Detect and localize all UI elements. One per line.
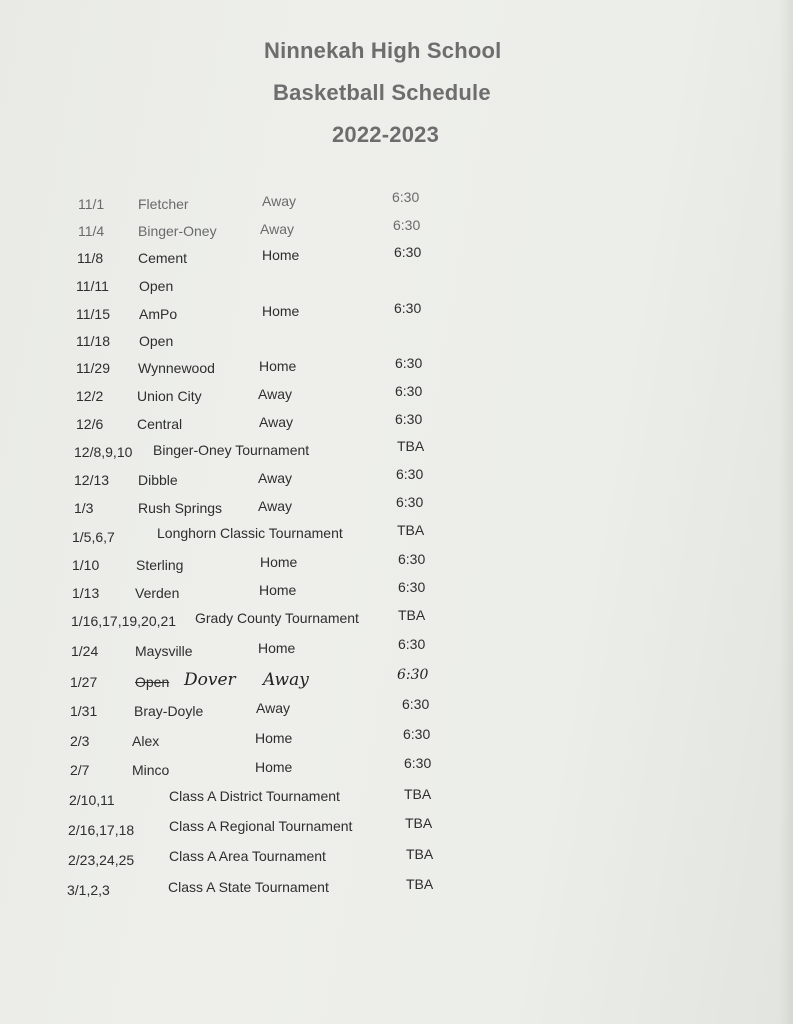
game-location: Home — [260, 554, 298, 570]
game-location: Away — [256, 700, 290, 716]
schedule-row — [0, 494, 793, 524]
game-location: Away — [262, 193, 296, 209]
game-date: 1/5,6,7 — [72, 529, 115, 545]
schedule-row — [0, 333, 793, 357]
schedule-row — [0, 636, 793, 667]
schedule-row — [0, 815, 793, 846]
game-location: Home — [262, 247, 300, 263]
schedule-row — [0, 411, 793, 440]
game-time: 6:30 — [402, 696, 430, 712]
game-time: 6:30 — [393, 217, 421, 233]
game-time: TBA — [397, 438, 425, 454]
handwritten-opponent: Dover — [184, 670, 236, 690]
game-location: Away — [260, 221, 294, 237]
game-opponent: Dibble — [138, 472, 178, 488]
game-location: Home — [255, 730, 293, 746]
schedule-row — [0, 579, 793, 609]
game-date: 2/3 — [70, 733, 90, 749]
schedule-row — [0, 438, 793, 468]
game-time: TBA — [406, 876, 434, 892]
schedule-row — [0, 355, 793, 384]
game-opponent: Central — [137, 416, 183, 432]
schedule-row — [0, 786, 793, 816]
game-date: 1/3 — [74, 500, 94, 516]
game-date: 12/13 — [74, 472, 110, 488]
game-date: 11/11 — [76, 278, 109, 294]
game-date: 11/29 — [76, 360, 110, 376]
game-location: Away — [258, 386, 292, 402]
schedule-row — [0, 278, 793, 302]
game-opponent: Class A State Tournament — [168, 879, 329, 895]
game-opponent: Class A District Tournament — [169, 788, 340, 804]
game-time: TBA — [404, 786, 432, 802]
game-opponent: Cement — [138, 250, 188, 266]
schedule-row — [0, 300, 793, 330]
game-date: 12/8,9,10 — [74, 444, 133, 460]
game-opponent: Union City — [137, 388, 202, 404]
game-opponent: Fletcher — [138, 196, 189, 212]
school-name-heading: Ninnekah High School — [264, 38, 502, 63]
game-date: 1/13 — [72, 585, 100, 601]
game-time: 6:30 — [398, 551, 426, 567]
game-opponent: Alex — [132, 733, 160, 749]
game-opponent: Minco — [132, 762, 170, 778]
game-opponent: Open — [139, 278, 174, 294]
game-location: Away — [258, 470, 292, 486]
game-date: 1/24 — [71, 643, 99, 659]
game-time: TBA — [405, 815, 433, 831]
season-year-heading: 2022-2023 — [332, 122, 440, 147]
game-date: 12/6 — [76, 416, 104, 432]
game-opponent: Class A Area Tournament — [169, 848, 326, 864]
handwritten-location: Away — [263, 670, 309, 690]
game-date: 1/31 — [70, 703, 98, 719]
schedule-row — [0, 726, 793, 757]
game-opponent: Binger-Oney — [138, 223, 217, 239]
game-time: 6:30 — [398, 579, 426, 595]
game-opponent: Verden — [135, 585, 180, 601]
game-time: TBA — [398, 607, 426, 623]
handwritten-time: 6:30 — [397, 667, 429, 683]
game-time: TBA — [406, 846, 434, 862]
game-date: 11/1 — [78, 196, 105, 212]
game-time: 6:30 — [403, 726, 431, 742]
game-date: 2/23,24,25 — [68, 852, 135, 868]
game-opponent: Bray-Doyle — [134, 703, 204, 719]
game-opponent: Grady County Tournament — [195, 610, 359, 626]
game-date: 1/16,17,19,20,21 — [71, 613, 177, 629]
schedule-row — [0, 466, 793, 496]
schedule-row — [0, 846, 793, 876]
game-time: 6:30 — [395, 383, 423, 399]
game-time: 6:30 — [395, 355, 423, 371]
game-time: 6:30 — [394, 300, 422, 316]
game-opponent: Class A Regional Tournament — [169, 818, 353, 834]
game-time: 6:30 — [392, 189, 420, 205]
game-opponent: Rush Springs — [138, 500, 223, 516]
schedule-row — [0, 876, 793, 906]
game-date: 1/27 — [70, 674, 98, 690]
schedule-row — [0, 755, 793, 786]
game-opponent: AmPo — [139, 306, 178, 322]
schedule-row — [0, 383, 793, 412]
game-opponent: Wynnewood — [138, 360, 215, 376]
schedule-row — [0, 667, 793, 698]
game-date: 2/10,11 — [69, 792, 115, 808]
schedule-row — [0, 607, 793, 637]
game-date: 11/8 — [77, 250, 104, 266]
game-time: 6:30 — [395, 411, 423, 427]
schedule-row — [0, 244, 793, 274]
schedule-row — [0, 551, 793, 581]
game-location: Home — [259, 358, 297, 374]
schedule-row — [0, 522, 793, 553]
game-date: 2/7 — [70, 762, 90, 778]
game-time: 6:30 — [398, 636, 426, 652]
game-time: TBA — [397, 522, 425, 538]
game-date: 3/1,2,3 — [67, 882, 110, 898]
game-location: Home — [255, 759, 293, 775]
game-time: 6:30 — [396, 466, 424, 482]
game-location: Home — [258, 640, 296, 656]
game-location: Away — [258, 498, 292, 514]
game-date: 11/18 — [76, 333, 110, 349]
game-time: 6:30 — [396, 494, 424, 510]
game-date: 2/16,17,18 — [68, 822, 135, 838]
game-opponent: Open — [139, 333, 174, 349]
game-location: Home — [259, 582, 297, 598]
game-opponent: Longhorn Classic Tournament — [157, 525, 343, 541]
schedule-row — [0, 696, 793, 727]
game-location: Home — [262, 303, 300, 319]
game-opponent: Binger-Oney Tournament — [153, 442, 310, 458]
game-location: Away — [259, 414, 293, 430]
game-date: 12/2 — [76, 388, 104, 404]
game-date: 11/15 — [76, 306, 110, 322]
game-time: 6:30 — [394, 244, 422, 260]
game-time: 6:30 — [404, 755, 432, 771]
game-opponent: Maysville — [135, 643, 193, 659]
game-date: 11/4 — [78, 223, 105, 239]
schedule-title-heading: Basketball Schedule — [273, 80, 491, 105]
game-opponent: Sterling — [136, 557, 184, 573]
game-date: 1/10 — [72, 557, 100, 573]
game-opponent-crossed-out: Open — [135, 674, 170, 690]
